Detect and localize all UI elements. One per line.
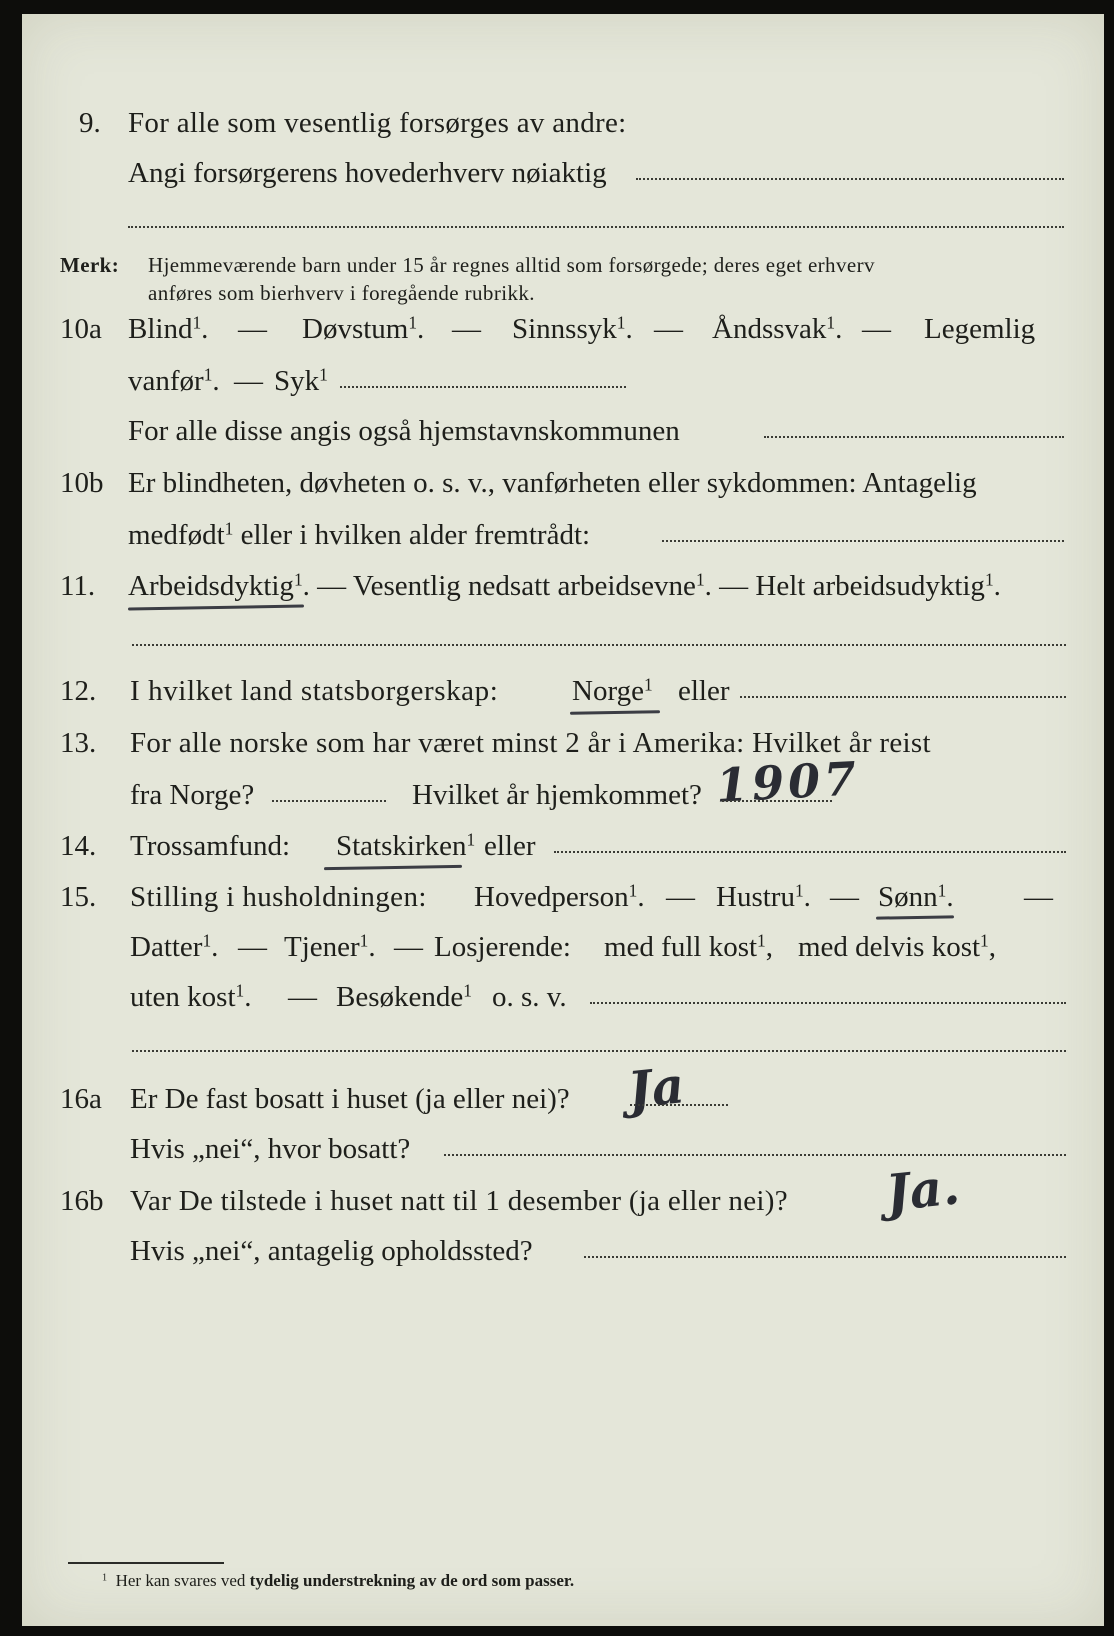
separator: — [234,365,263,397]
q13-line-1: For alle norske som har været minst 2 år i Amerika: Hvilket år reist [130,727,931,759]
q16a-bosatt-prompt: Hvis „nei“, hvor bosatt? [130,1133,411,1165]
q10a-hometown-prompt: For alle disse angis også hjemstavnskommunen [128,415,680,447]
q13-hjemkommet-line [722,800,832,802]
option-andssvak: Åndssvak$^1$. [712,312,843,345]
q9-prompt: Angi forsørgerens hovederhverv nøiaktig [128,157,607,189]
q14-prompt: Trossamfund: [130,830,291,862]
q10b-line-1: Er blindheten, døvheten o. s. v., vanførheten eller sykdommen: Antagelig [128,467,977,499]
q13-reist-prompt: fra Norge? [130,779,255,811]
option-losjerende: Losjerende: [434,931,571,963]
handwritten-answer-16b: Ja. [883,1156,963,1223]
option-dovstum: Døvstum$^1$. [302,312,425,345]
q15-number: 15. [60,881,97,913]
q13-number: 13. [60,727,97,759]
option-hovedperson: Hovedperson$^1$. [474,880,645,913]
q10b-answer-line [662,540,1064,542]
separator: — [1024,881,1053,913]
handwritten-underline-statskirken [324,865,462,870]
handwritten-underline-arbeidsdyktig [128,604,304,610]
option-datter: Datter$^1$. [130,930,219,963]
q11-number: 11. [60,570,96,602]
option-norge: Norge$^1$ [572,674,653,707]
q10a-number: 10a [60,313,102,345]
q11-answer-line [132,644,1066,646]
separator: — [238,313,267,345]
q10b-number: 10b [60,467,104,499]
q10a-line-1: Blind$^1$. [128,312,209,345]
footnote-rule [68,1562,224,1564]
q10b-line-2: medfødt$^1$ eller i hvilken alder fremtrådt: [128,518,591,551]
separator: — [862,313,891,345]
option-hustru: Hustru$^1$. [716,880,811,913]
q10a-answer-line [340,386,626,388]
q15-answer-line [590,1002,1066,1004]
q16a-bosatt-line [444,1154,1066,1156]
q14-eller: eller [484,830,536,862]
option-statskirken: Statskirken$^1$ [336,829,476,862]
q12-number: 12. [60,675,97,707]
q16b-prompt: Var De tilstede i huset natt til 1 desember (ja eller nei)? [130,1185,788,1217]
note-text-1: Hjemmeværende barn under 15 år regnes alltid som forsørgede; deres eget erhverv [148,253,875,277]
q15-prompt: Stilling i husholdningen: [130,881,427,913]
q9-number: 9. [79,107,101,139]
option-blind: Blind [128,313,193,345]
q9-answer-line [636,178,1064,180]
q15-answer-line-2 [132,1050,1066,1052]
option-syk: Syk$^1$ [274,364,328,397]
q16b-opholdssted-line [584,1256,1066,1258]
note-label: Merk: [60,253,120,277]
option-sonn: Sønn$^1$. [878,880,954,913]
footnote: $^1$ Her kan svares ved tydelig understrekning av de ord som passer. [102,1571,575,1590]
handwritten-underline-norge [570,710,660,715]
q13-reist-line [272,800,386,802]
q16a-prompt: Er De fast bosatt i huset (ja eller nei)? [130,1083,570,1115]
q9-answer-line-2 [128,226,1064,228]
q12-answer-line [740,696,1066,698]
option-besokende: Besøkende$^1$ [336,980,472,1013]
q16a-answer-line [630,1104,728,1106]
option-delvis-kost: med delvis kost$^1$, [798,930,996,963]
q10a-hometown-line [764,436,1064,438]
note-text-2: anføres som bierhverv i foregående rubrikk. [148,281,535,305]
separator: — [452,313,481,345]
option-uten-kost: uten kost$^1$. [130,980,252,1013]
separator: — [654,313,683,345]
option-sinnssyk: Sinnssyk$^1$. [512,312,633,345]
q16b-number: 16b [60,1185,104,1217]
q16b-opholdssted-prompt: Hvis „nei“, antagelig opholdssted? [130,1235,533,1267]
q12-prompt: I hvilket land statsborgerskap: [130,675,499,707]
option-full-kost: med full kost$^1$, [604,930,773,963]
separator: — [666,881,695,913]
q9-heading: For alle som vesentlig forsørges av andre: [128,107,627,139]
option-arbeidsdyktig: Arbeidsdyktig [128,570,294,602]
separator: — [288,981,317,1013]
handwritten-year-hjemkommet: 1907 [714,751,862,813]
q14-number: 14. [60,830,97,862]
option-tjener: Tjener$^1$. [284,930,376,963]
handwritten-answer-16a: Ja [625,1055,687,1120]
q14-answer-line [554,851,1066,853]
census-form-page [22,14,1104,1626]
handwritten-underline-sonn [876,915,954,919]
option-legemlig: Legemlig [924,313,1036,345]
q13-hjemkommet-prompt: Hvilket år hjemkommet? [412,779,702,811]
separator: — [394,931,423,963]
q15-osv: o. s. v. [492,981,567,1013]
q16a-number: 16a [60,1083,102,1115]
separator: — [238,931,267,963]
q11-options: Arbeidsdyktig$^1$. — Vesentlig nedsatt arbeidsevne$^1$. — Helt arbeidsudyktig$^1$. [128,569,1001,602]
separator: — [830,881,859,913]
q12-eller: eller [678,675,730,707]
option-vanfor: vanfør$^1$. [128,364,220,397]
